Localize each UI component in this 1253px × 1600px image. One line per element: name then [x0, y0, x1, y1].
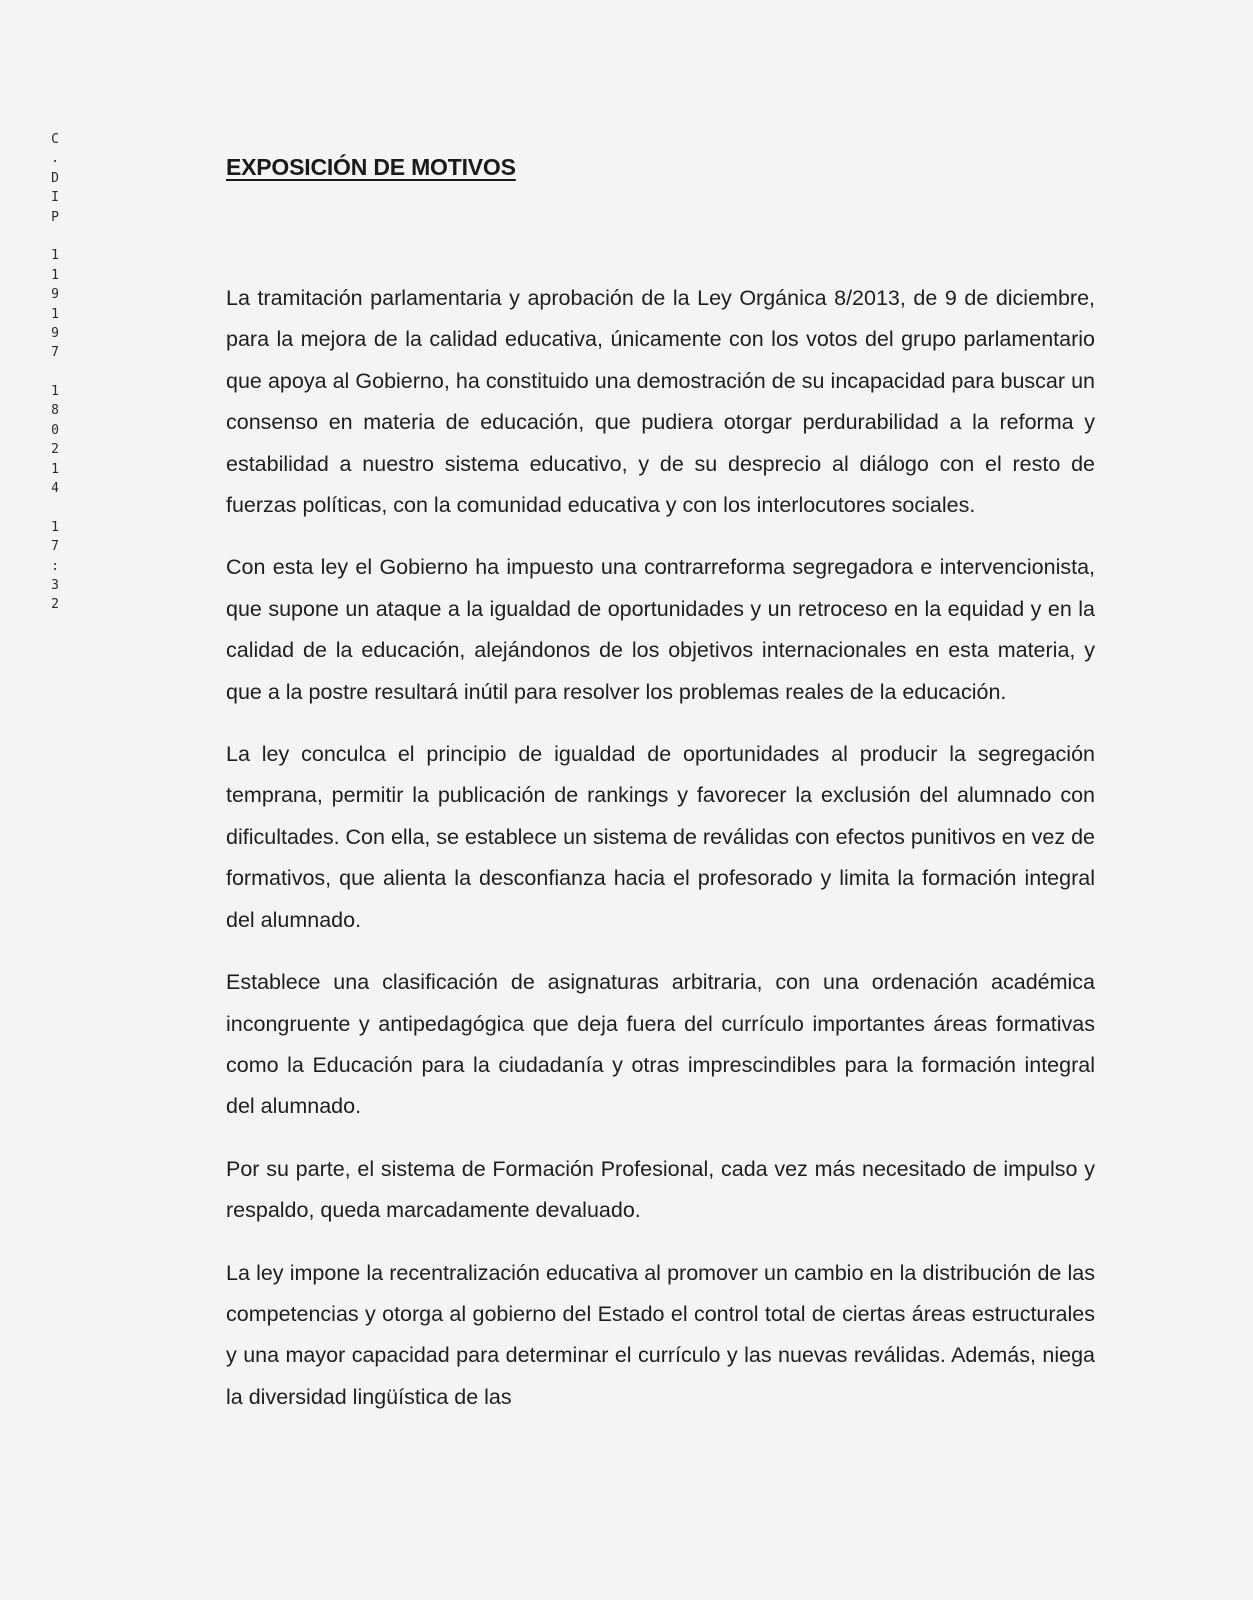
margin-code-char: 1 — [51, 384, 59, 400]
margin-code-char: : — [51, 558, 59, 574]
paragraph-1: La tramitación parlamentaria y aprobación de la Ley Orgánica 8/2013, de 9 de diciembre, para la mejora de la calidad educativa, únicamente con los votos del grupo parlamentario que apoya al Gobierno, ha constituido una demostración de su incapacidad para buscar un consenso en materia de educación, que pudiera otorgar perdurabilidad a la reforma y estabilidad a nuestro sistema educativo, y de su desprecio al diálogo con el resto de fuerzas políticas, con la comunidad educativa y con los interlocutores sociales. — [226, 286, 1095, 518]
margin-code-char — [45, 227, 65, 246]
paragraph-6: La ley impone la recentralización educativa al promover un cambio en la distribución de las competencias y otorga al gobierno del Estado el control total de ciertas áreas estructurales y una mayor capacidad para determinar el currículo y las nuevas reválidas. Además, niega la diversidad lingüística de las — [226, 1260, 1095, 1409]
margin-code-char: 0 — [51, 422, 59, 438]
paragraph-2: Con esta ley el Gobierno ha impuesto una contrarreforma segregadora e intervencionista, que supone un ataque a la igualdad de oportunidades y un retroceso en la equidad y en la calidad de la educación, alejándonos de los objetivos internacionales en esta materia, y que a la postre resultará inútil para resolver los problemas reales de la educación. — [226, 555, 1095, 704]
paragraph-4: Establece una clasificación de asignaturas arbitraria, con una ordenación académica incongruente y antipedagógica que deja fuera del currículo importantes áreas formativas como la Educación para la ciudadanía y otras imprescindibles para la formación integral del alumnado. — [226, 970, 1095, 1119]
margin-code-char: . — [51, 151, 59, 167]
margin-code-char: D — [51, 170, 59, 186]
margin-registry-code — [45, 130, 65, 615]
margin-code-char: 2 — [51, 597, 59, 613]
margin-code-char: 7 — [51, 539, 59, 555]
margin-code-char: 7 — [51, 345, 59, 361]
margin-code-char: 4 — [51, 481, 59, 497]
margin-code-char — [45, 363, 65, 382]
document-title: EXPOSICIÓN DE MOTIVOS — [226, 154, 516, 180]
margin-code-char: 1 — [51, 248, 59, 264]
document-body — [226, 278, 1095, 1439]
margin-code-char: 1 — [51, 519, 59, 535]
margin-code-char: C — [51, 132, 59, 147]
margin-code-char: 1 — [51, 461, 59, 477]
paragraph-5: Por su parte, el sistema de Formación Profesional, cada vez más necesitado de impulso y respaldo, queda marcadamente devaluado. — [226, 1156, 1095, 1223]
margin-code-char: 8 — [51, 403, 59, 419]
margin-code-char: P — [51, 209, 59, 225]
margin-code-char: 9 — [51, 325, 59, 341]
margin-code-char: 3 — [51, 577, 59, 593]
margin-code-char: 2 — [51, 442, 59, 458]
margin-code-char: 1 — [51, 267, 59, 283]
margin-code-char: 9 — [51, 287, 59, 303]
paragraph-3: La ley conculca el principio de igualdad de oportunidades al producir la segregación temprana, permitir la publicación de rankings y favorecer la exclusión del alumnado con dificultades. Con ella, se establece un sistema de reválidas con efectos punitivos en vez de formativos, que alienta la desconfianza hacia el profesorado y limita la formación integral del alumnado. — [226, 742, 1095, 932]
margin-code-char — [45, 498, 65, 517]
margin-code-char: 1 — [51, 306, 59, 322]
margin-code-char: I — [51, 190, 59, 206]
